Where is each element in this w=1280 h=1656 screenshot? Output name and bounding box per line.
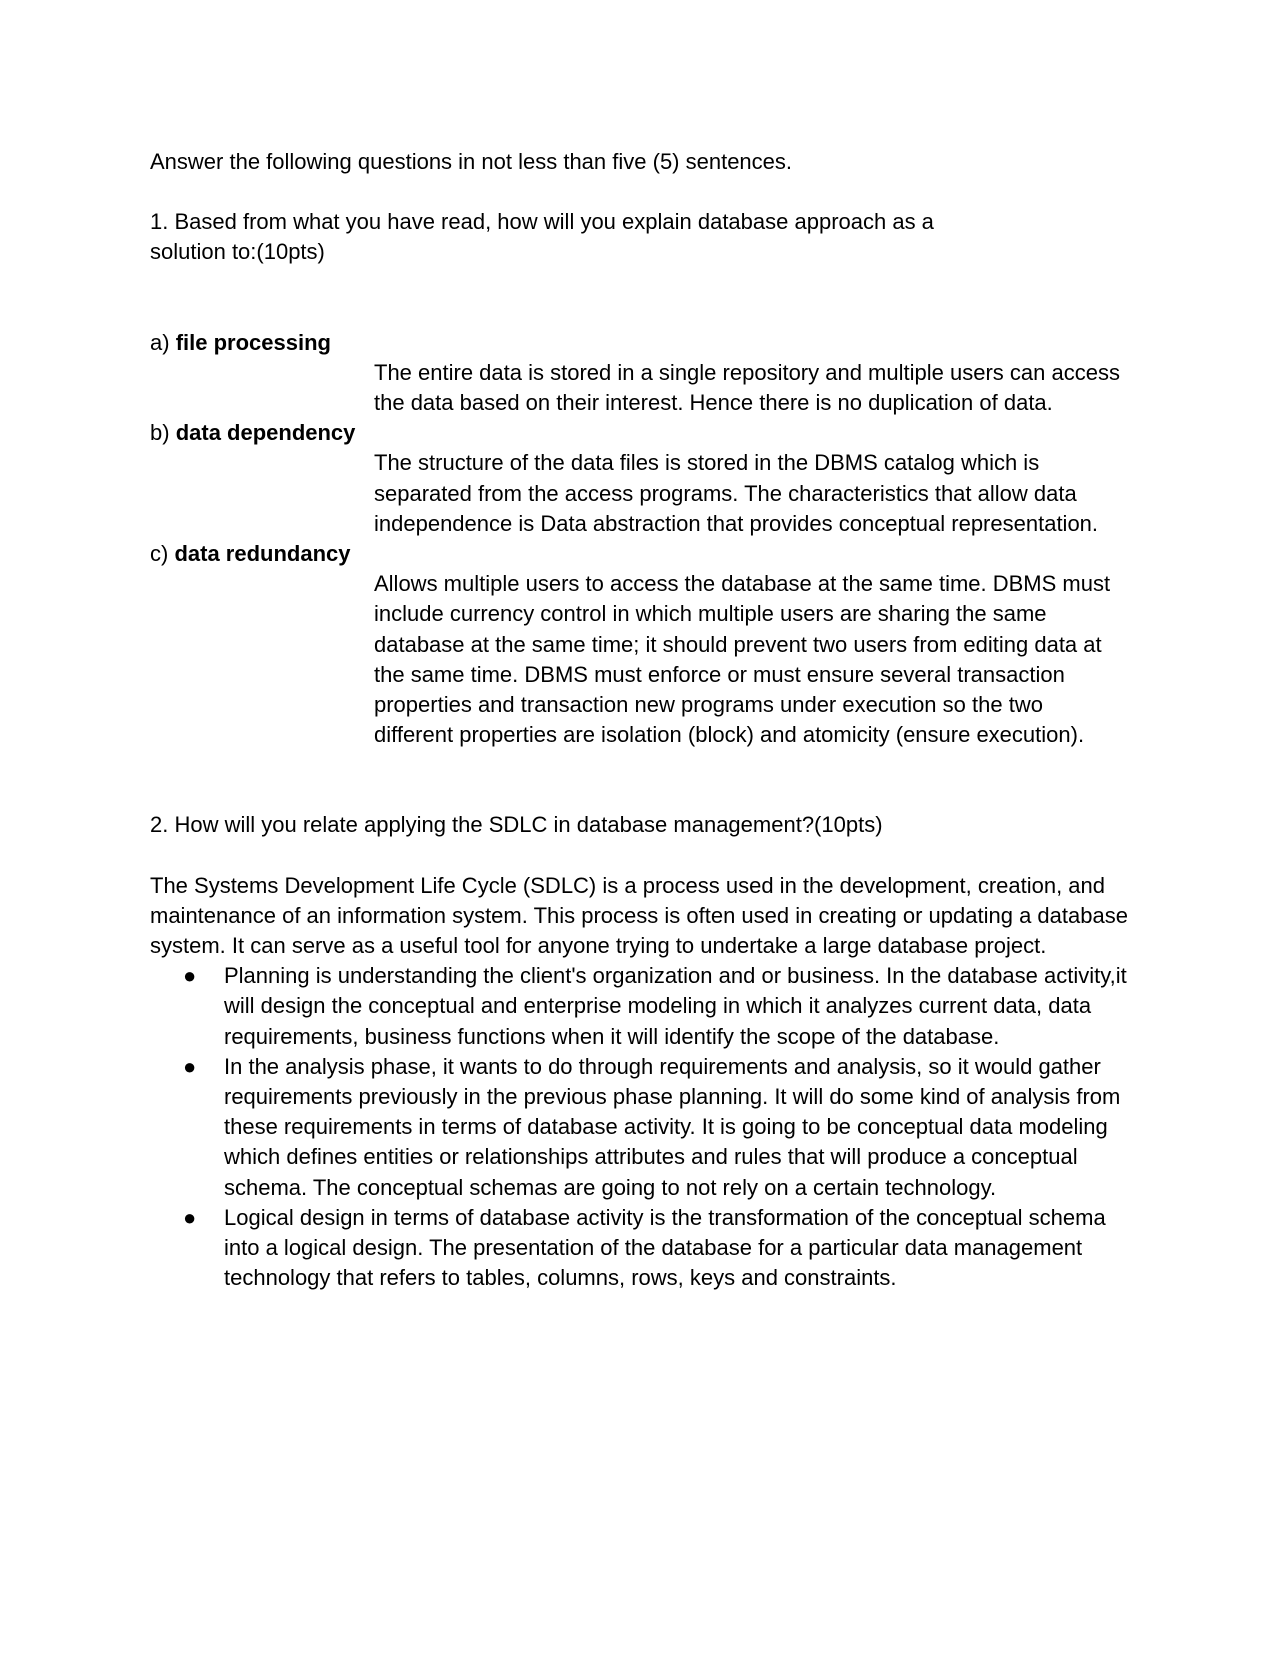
bullet-icon: ● (183, 963, 197, 989)
document-page (150, 147, 1140, 1294)
item-a-answer: The entire data is stored in a single repository and multiple users can access the data based on their interest. Hence there is no duplication of data. (374, 359, 1120, 416)
item-a-term: file processing (175, 329, 331, 355)
bullet-icon: ● (183, 1053, 197, 1079)
question-1-line-2: solution to:(10pts) (150, 239, 325, 265)
item-b-label (150, 418, 1140, 448)
sdlc-bullet-list (150, 961, 1140, 1293)
sdlc-paragraph: The Systems Development Life Cycle (SDLC) is a process used in the development, creation, and maintenance of an information system. This process is often used in creating or updating a database system. It can serve as a useful tool for anyone trying to undertake a large database project. (150, 872, 1128, 959)
bullet-icon: ● (183, 1204, 197, 1230)
item-b-prefix: b) (150, 420, 176, 446)
question-2: 2. How will you relate applying the SDLC in database management?(10pts) (150, 812, 883, 838)
item-b-term: data dependency (175, 420, 356, 446)
spacer (150, 177, 1140, 207)
item-a-label (150, 328, 1140, 358)
question-1-line-1: 1. Based from what you have read, how will you explain database approach as a (150, 209, 934, 235)
spacer (150, 750, 1140, 810)
list-item (150, 961, 1140, 1052)
item-b-answer: The structure of the data files is stored in the DBMS catalog which is separated from the access programs. The characteristics that allow data independence is Data abstraction that provides conceptual representation. (374, 450, 1099, 536)
instructions: Answer the following questions in not less than five (5) sentences. (150, 149, 793, 174)
list-item (150, 1052, 1140, 1203)
bullet-text: Planning is understanding the client's organization and or business. In the database activity,it will design the conceptual and enterprise modeling in which it analyzes current data, data requirements, business functions when it will identify the scope of the database. (224, 963, 1127, 1049)
list-item (150, 1203, 1140, 1294)
item-c-prefix: c) (150, 541, 175, 567)
spacer (150, 841, 1140, 871)
bullet-text: In the analysis phase, it wants to do through requirements and analysis, so it would gather requirements previously in the previous phase planning. It will do some kind of analysis from these requirements in terms of database activity. It is going to be conceptual data modeling which defines entities or relationships attributes and rules that will produce a conceptual schema. The conceptual schemas are going to not rely on a certain technology. (224, 1053, 1121, 1200)
bullet-text: Logical design in terms of database activity is the transformation of the conceptual schema into a logical design. The presentation of the database for a particular data management technology that refers to tables, columns, rows, keys and constraints. (224, 1204, 1106, 1291)
item-c-answer: Allows multiple users to access the database at the same time. DBMS must include currency control in which multiple users are sharing the same database at the same time; it should prevent two users from editing data at the same time. DBMS must enforce or must ensure several transaction properties and transaction new programs under execution so the two different properties are isolation (block) and atomicity (ensure execution). (374, 571, 1111, 748)
item-c-label (150, 539, 1140, 569)
spacer (150, 268, 1140, 328)
item-a-prefix: a) (150, 329, 176, 355)
item-c-term: data redundancy (174, 541, 351, 567)
